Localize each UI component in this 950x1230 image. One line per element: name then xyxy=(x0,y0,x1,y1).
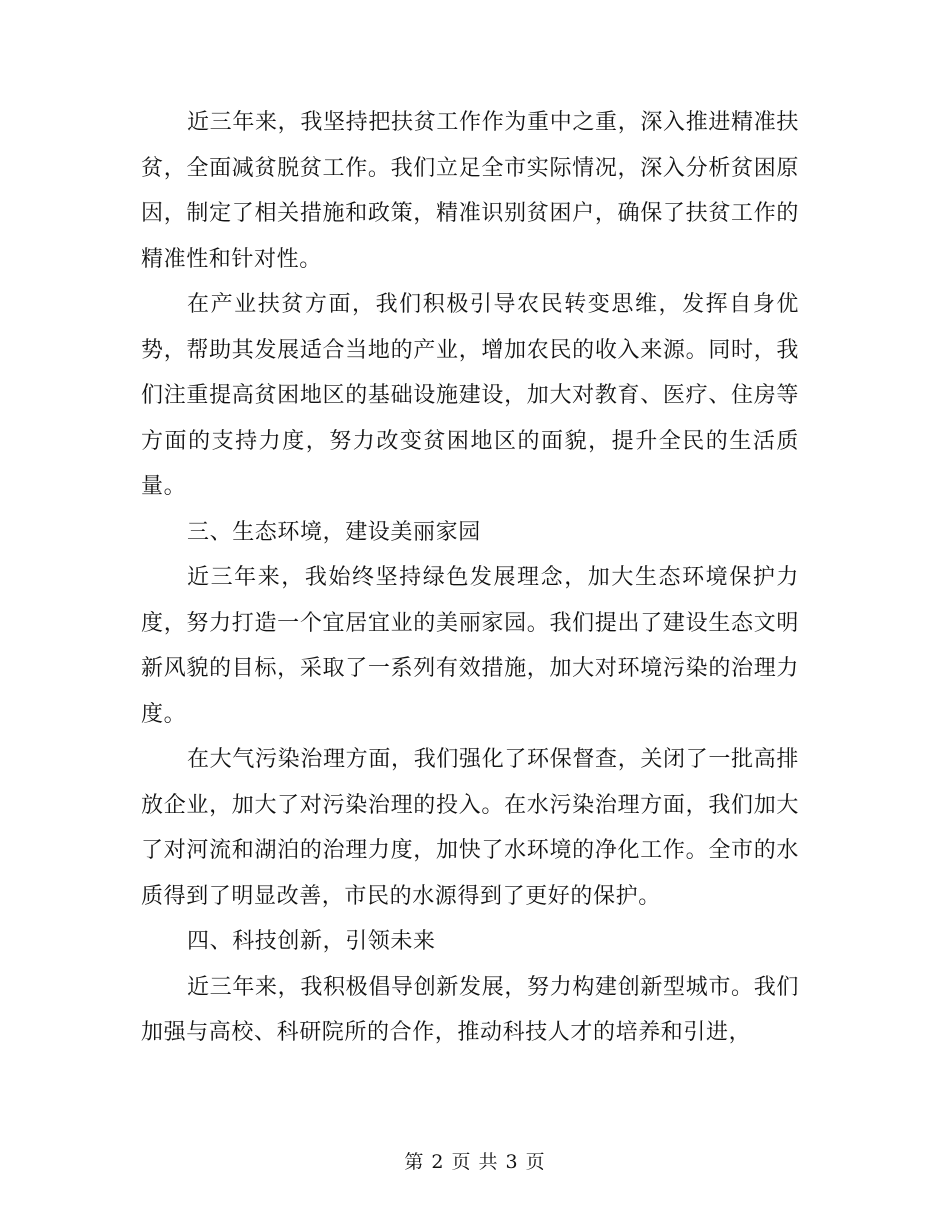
paragraph-innovation-intro: 近三年来，我积极倡导创新发展，努力构建创新型城市。我们加强与高校、科研院所的合作，推动科技人才的培养和引进， xyxy=(141,974,799,1045)
paragraph-poverty-intro: 近三年来，我坚持把扶贫工作作为重中之重，深入推进精准扶贫，全面减贫脱贫工作。我们立足全市实际情况，深入分析贫困原因，制定了相关措施和政策，精准识别贫困户，确保了扶贫工作的精准性和针对性。 xyxy=(141,110,799,272)
paragraph-ecology-intro: 近三年来，我始终坚持绿色发展理念，加大生态环境保护力度，努力打造一个宜居宜业的美丽家园。我们提出了建设生态文明新风貌的目标，采取了一系列有效措施，加大对环境污染的治理力度。 xyxy=(141,565,799,727)
page-number-footer: 第 2 页 共 3 页 xyxy=(404,1151,546,1173)
section-heading-innovation: 四、科技创新，引领未来 xyxy=(187,929,436,954)
paragraph-industry-poverty: 在产业扶贫方面，我们积极引导农民转变思维，发挥自身优势，帮助其发展适合当地的产业，增加农民的收入来源。同时，我们注重提高贫困地区的基础设施建设，加大对教育、医疗、住房等方面的支持力度，努力改变贫困地区的面貌，提升全民的生活质量。 xyxy=(141,292,799,499)
section-heading-ecology: 三、生态环境，建设美丽家园 xyxy=(187,519,481,545)
document-body xyxy=(141,100,799,1056)
paragraph-pollution-control: 在大气污染治理方面，我们强化了环保督查，关闭了一批高排放企业，加大了对污染治理的投入。在水污染治理方面，我们加大了对河流和湖泊的治理力度，加快了水环境的净化工作。全市的水质得到了明显改善，市民的水源得到了更好的保护。 xyxy=(141,747,799,909)
